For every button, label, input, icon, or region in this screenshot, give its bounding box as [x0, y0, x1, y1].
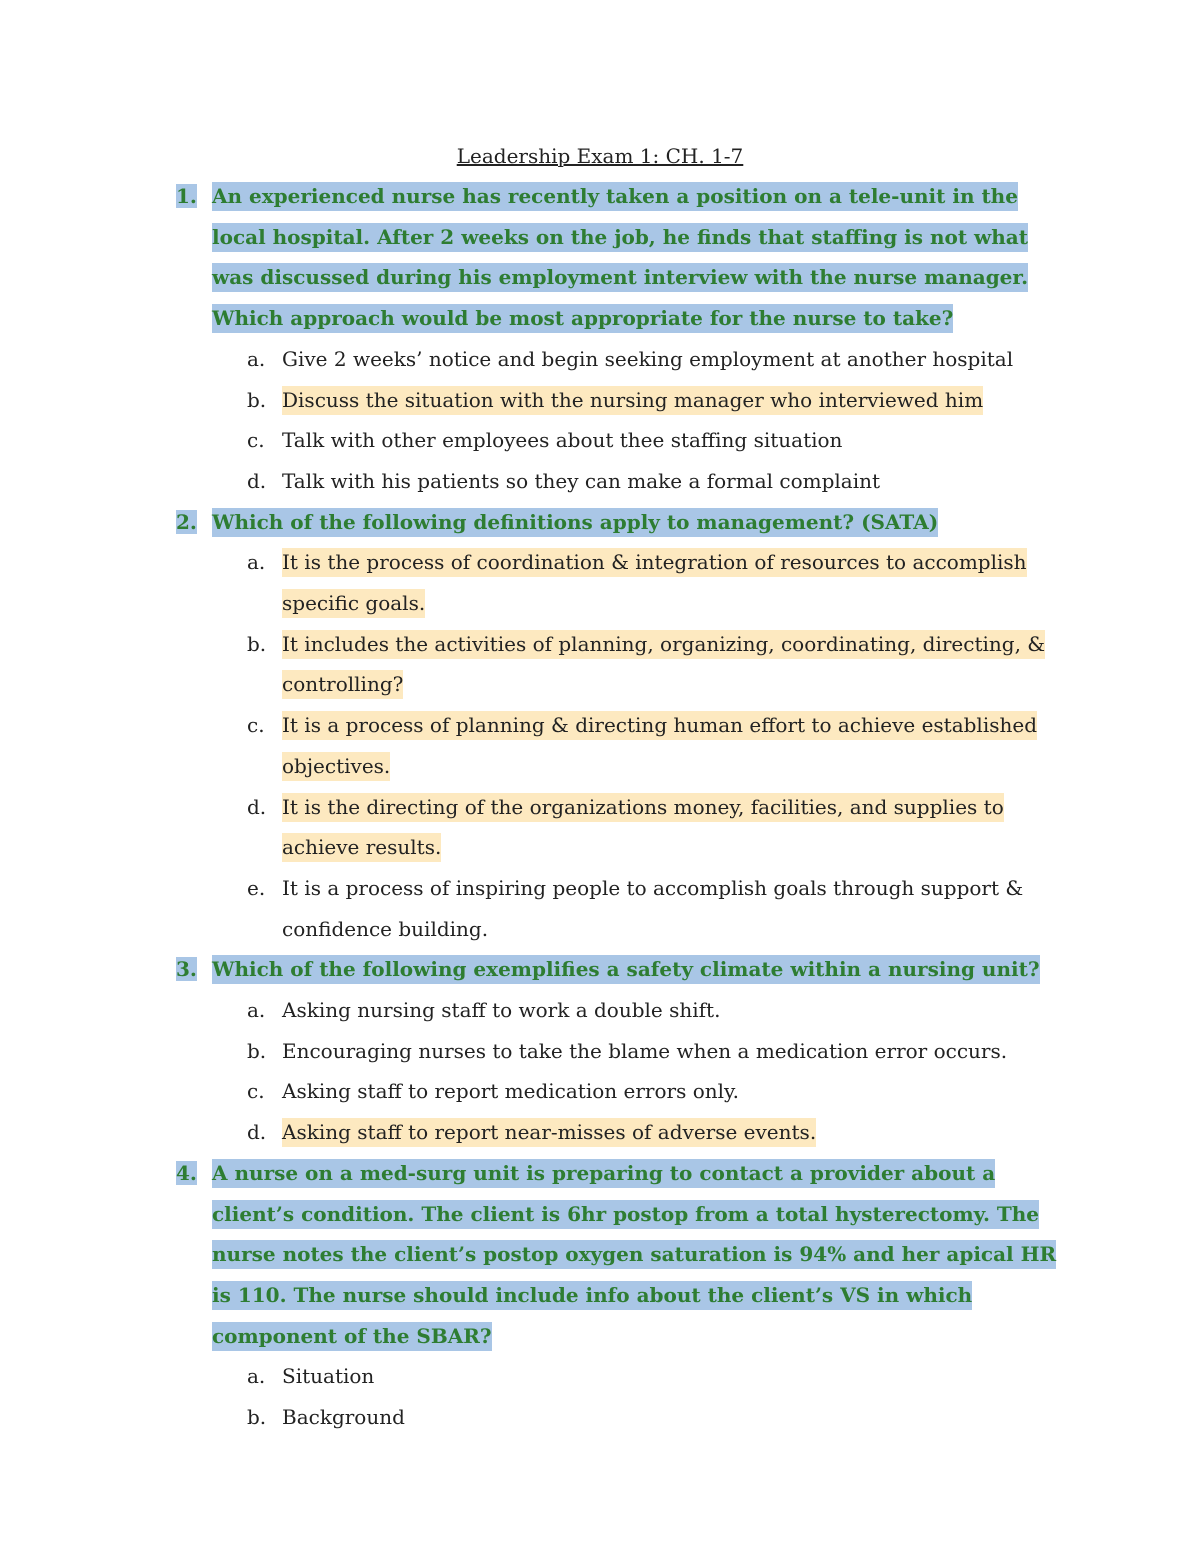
option-text: Asking staff to report medication errors only.	[282, 1079, 740, 1104]
option-letter: a.	[247, 1364, 266, 1389]
question-number: 3.	[176, 957, 197, 982]
option-3a	[0, 990, 1200, 1031]
question-4	[0, 1153, 1200, 1357]
option-text: Talk with his patients so they can make a formal complaint	[282, 468, 881, 493]
option-letter: b.	[247, 387, 267, 412]
question-text: A nurse on a med-surg unit is preparing to contact a provider about a client’s condition. The client is 6hr postop from a total hysterectomy. The nurse notes the client’s postop oxygen saturation is 94% and her apical HR is 110. The nurse should include info about the client’s VS in which component of the SBAR?	[212, 1153, 1062, 1357]
option-3d	[0, 1112, 1200, 1153]
option-text-highlighted: Asking staff to report near-misses of adverse events.	[282, 1112, 1062, 1153]
option-1a	[0, 339, 1200, 380]
question-list	[0, 176, 1200, 1438]
option-text-highlighted: It is a process of planning & directing human effort to achieve established objectives.	[282, 705, 1062, 786]
option-text: Encouraging nurses to take the blame when a medication error occurs.	[282, 1038, 1008, 1063]
option-letter: b.	[247, 1038, 267, 1063]
question-text: Which of the following exemplifies a safety climate within a nursing unit?	[212, 949, 1062, 990]
question-1	[0, 176, 1200, 339]
document-title: Leadership Exam 1: CH. 1-7	[456, 144, 744, 168]
option-text: Background	[282, 1405, 405, 1430]
question-number: 1.	[176, 184, 197, 208]
option-1d	[0, 461, 1200, 502]
question-text: Which of the following definitions apply to management? (SATA)	[212, 502, 1062, 543]
option-text-highlighted: It is the process of coordination & integration of resources to accomplish specific goals.	[282, 542, 1062, 623]
option-text: It is a process of inspiring people to accomplish goals through support & confidence building.	[282, 875, 1024, 941]
option-text: Asking nursing staff to work a double shift.	[282, 998, 721, 1023]
option-text-highlighted: Discuss the situation with the nursing manager who interviewed him	[282, 380, 1062, 421]
option-letter: b.	[247, 631, 267, 656]
option-4b	[0, 1397, 1200, 1438]
option-3b	[0, 1031, 1200, 1072]
option-1c	[0, 420, 1200, 461]
option-4a	[0, 1356, 1200, 1397]
option-1b	[0, 380, 1200, 421]
option-text-highlighted: It is the directing of the organizations money, facilities, and supplies to achieve results.	[282, 787, 1062, 868]
option-letter: d.	[247, 794, 267, 819]
option-2b	[0, 624, 1200, 705]
option-letter: b.	[247, 1405, 267, 1430]
option-letter: a.	[247, 998, 266, 1023]
option-letter: d.	[247, 1120, 267, 1145]
option-2a	[0, 542, 1200, 623]
option-2c	[0, 705, 1200, 786]
option-letter: c.	[247, 428, 265, 453]
option-text: Talk with other employees about thee staffing situation	[282, 428, 843, 453]
option-text: Give 2 weeks’ notice and begin seeking employment at another hospital	[282, 346, 1014, 371]
question-number: 2.	[176, 509, 197, 534]
option-letter: a.	[247, 550, 266, 575]
question-3	[0, 949, 1200, 990]
option-letter: c.	[247, 713, 265, 738]
question-2	[0, 502, 1200, 543]
option-letter: d.	[247, 468, 267, 493]
question-text: An experienced nurse has recently taken a position on a tele-unit in the local hospital. After 2 weeks on the job, he finds that staffing is not what was discussed during his employment interview with the nurse manager. Which approach would be most appropriate for the nurse to take?	[212, 176, 1062, 339]
option-letter: a.	[247, 346, 266, 371]
option-3c	[0, 1071, 1200, 1112]
option-2d	[0, 787, 1200, 868]
option-2e	[0, 868, 1200, 949]
option-text-highlighted: It includes the activities of planning, organizing, coordinating, directing, & controlling?	[282, 624, 1062, 705]
option-letter: e.	[247, 875, 266, 900]
option-letter: c.	[247, 1079, 265, 1104]
option-text: Situation	[282, 1364, 375, 1389]
question-number: 4.	[176, 1160, 197, 1185]
